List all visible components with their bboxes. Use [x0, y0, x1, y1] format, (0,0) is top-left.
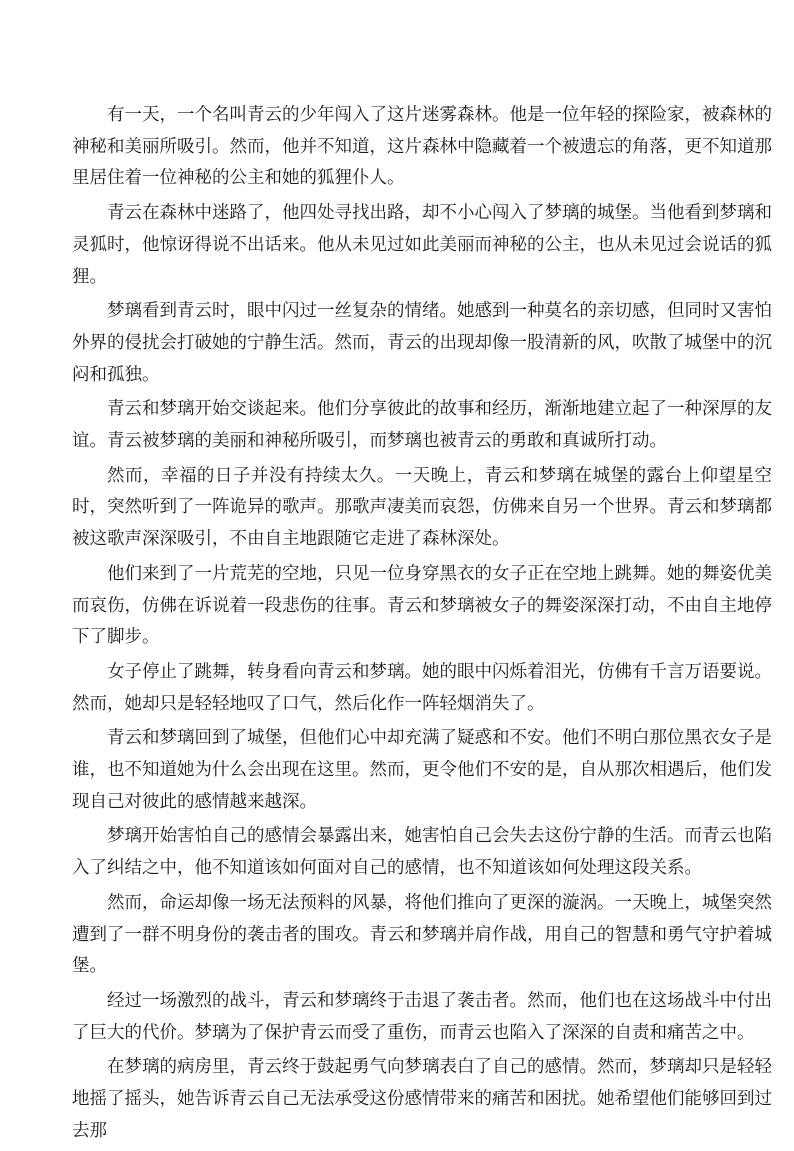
paragraph: 梦璃开始害怕自己的感情会暴露出来，她害怕自己会失去这份宁静的生活。而青云也陷入了纠结之中，他不知道该如何面对自己的感情，也不知道该如何处理这段关系。 — [72, 826, 772, 879]
paragraph: 有一天，一个名叫青云的少年闯入了这片迷雾森林。他是一位年轻的探险家，被森林的神秘和美丽所吸引。然而，他并不知道，这片森林中隐藏着一个被遗忘的角落，更不知道那里居住着一位神秘的公主和她的狐狸仆人。 — [72, 105, 772, 189]
paragraph: 梦璃看到青云时，眼中闪过一丝复杂的情绪。她感到一种莫名的亲切感，但同时又害怕外界的侵扰会打破她的宁静生活。然而，青云的出现却像一股清新的风，吹散了城堡中的沉闷和孤独。 — [72, 301, 772, 385]
paragraph: 然而，幸福的日子并没有持续太久。一天晚上，青云和梦璃在城堡的露台上仰望星空时，突然听到了一阵诡异的歌声。那歌声凄美而哀怨，仿佛来自另一个世界。青云和梦璃都被这歌声深深吸引，不由自主地跟随它走进了森林深处。 — [72, 465, 772, 550]
paragraph: 女子停止了跳舞，转身看向青云和梦璃。她的眼中闪烁着泪光，仿佛有千言万语要说。然而，她却只是轻轻地叹了口气，然后化作一阵轻烟消失了。 — [72, 661, 772, 714]
story-text — [72, 100, 772, 1151]
paragraph: 在梦璃的病房里，青云终于鼓起勇气向梦璃表白了自己的感情。然而，梦璃却只是轻轻地摇了摇头，她告诉青云自己无法承受这份感情带来的痛苦和困扰。她希望他们能够回到过去那 — [72, 1057, 772, 1141]
paragraph: 然而，命运却像一场无法预料的风暴，将他们推向了更深的漩涡。一天晚上，城堡突然遭到了一群不明身份的袭击者的围攻。青云和梦璃并肩作战，用自己的智慧和勇气守护着城堡。 — [72, 892, 772, 977]
paragraph: 他们来到了一片荒芜的空地，只见一位身穿黑衣的女子正在空地上跳舞。她的舞姿优美而哀伤，仿佛在诉说着一段悲伤的往事。青云和梦璃被女子的舞姿深深打动，不由自主地停下了脚步。 — [72, 563, 772, 648]
paragraph: 青云在森林中迷路了，他四处寻找出路，却不小心闯入了梦璃的城堡。当他看到梦璃和灵狐时，他惊讶得说不出话来。他从未见过如此美丽而神秘的公主，也从未见过会说话的狐狸。 — [72, 203, 772, 287]
paragraph: 青云和梦璃回到了城堡，但他们心中却充满了疑惑和不安。他们不明白那位黑衣女子是谁，也不知道她为什么会出现在这里。然而，更令他们不安的是，自从那次相遇后，他们发现自己对彼此的感情越来越深。 — [72, 728, 772, 812]
paragraph: 青云和梦璃开始交谈起来。他们分享彼此的故事和经历，渐渐地建立起了一种深厚的友谊。青云被梦璃的美丽和神秘所吸引，而梦璃也被青云的勇敢和真诚所打动。 — [72, 399, 772, 452]
paragraph: 经过一场激烈的战斗，青云和梦璃终于击退了袭击者。然而，他们也在这场战斗中付出了巨大的代价。梦璃为了保护青云而受了重伤，而青云也陷入了深深的自责和痛苦之中。 — [72, 990, 772, 1043]
